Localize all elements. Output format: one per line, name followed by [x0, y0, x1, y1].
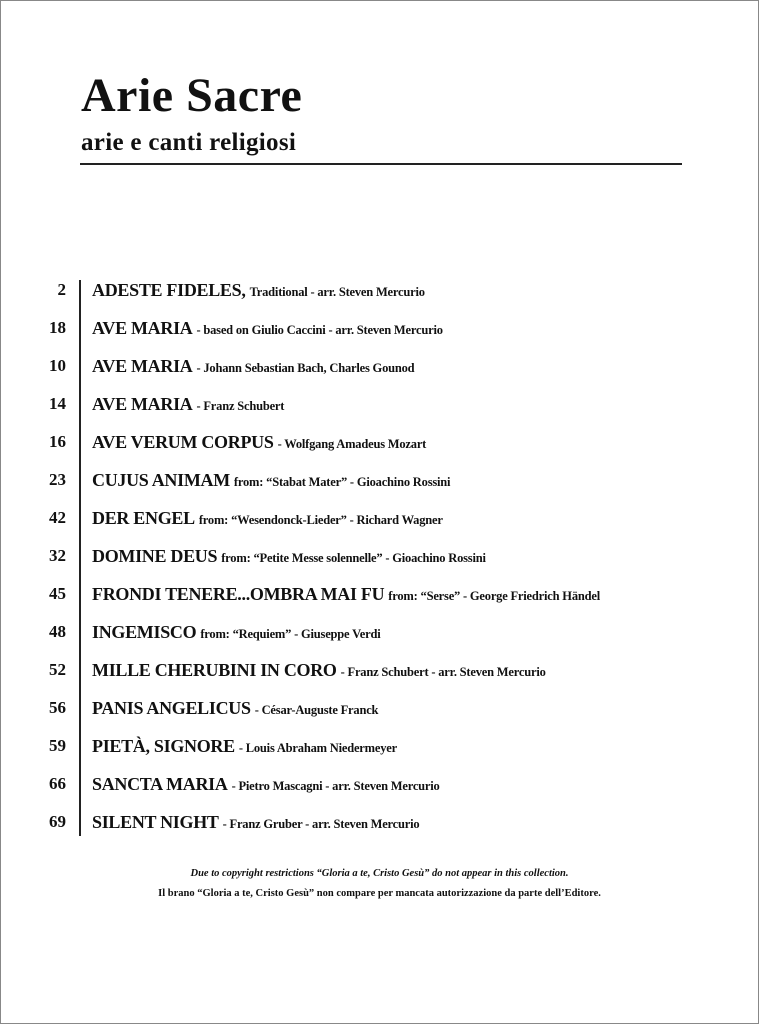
piece-title: SANCTA MARIA	[92, 774, 228, 794]
entry-text	[92, 546, 486, 567]
piece-detail: Traditional - arr. Steven Mercurio	[249, 285, 425, 299]
entry-text	[92, 660, 546, 681]
piece-detail: - Johann Sebastian Bach, Charles Gounod	[196, 361, 415, 375]
piece-title: FRONDI TENERE...OMBRA MAI FU	[92, 584, 385, 604]
piece-title: CUJUS ANIMAM	[92, 470, 230, 490]
entry-text	[92, 736, 397, 757]
piece-detail: - Louis Abraham Niedermeyer	[238, 741, 397, 755]
entry-text	[92, 356, 414, 377]
toc-entry[interactable]	[0, 660, 759, 690]
entry-text	[92, 774, 440, 795]
entry-text	[92, 812, 419, 833]
page-number: 56	[49, 698, 66, 717]
piece-title: DOMINE DEUS	[92, 546, 218, 566]
toc-entry[interactable]	[0, 470, 759, 500]
entry-text	[92, 280, 425, 301]
title-rule	[80, 163, 682, 165]
entry-text	[92, 470, 450, 491]
piece-detail: - based on Giulio Caccini - arr. Steven Mercurio	[196, 323, 443, 337]
piece-detail: - Franz Gruber - arr. Steven Mercurio	[222, 817, 420, 831]
copyright-note-italian: Il brano “Gloria a te, Cristo Gesù” non compare per mancata autorizzazione da parte dell’Editore.	[158, 888, 601, 899]
page-number: 69	[49, 812, 66, 831]
page-number: 48	[49, 622, 66, 641]
piece-detail: from: “Stabat Mater” - Gioachino Rossini	[233, 475, 451, 489]
piece-title: AVE VERUM CORPUS	[92, 432, 274, 452]
page-number: 18	[49, 318, 66, 337]
entry-text	[92, 622, 381, 643]
page-number: 32	[49, 546, 66, 565]
page-number: 42	[49, 508, 66, 527]
piece-title: DER ENGEL	[92, 508, 195, 528]
piece-detail: - Franz Schubert - arr. Steven Mercurio	[340, 665, 546, 679]
piece-detail: from: “Serse” - George Friedrich Händel	[388, 589, 600, 603]
page-number: 23	[49, 470, 66, 489]
entry-text	[92, 394, 284, 415]
piece-title: MILLE CHERUBINI IN CORO	[92, 660, 337, 680]
toc-entry[interactable]	[0, 622, 759, 652]
piece-detail: from: “Petite Messe solennelle” - Gioachino Rossini	[221, 551, 486, 565]
piece-title: SILENT NIGHT	[92, 812, 219, 832]
toc-entry[interactable]	[0, 394, 759, 424]
entry-text	[92, 318, 443, 339]
page-title: Arie Sacre	[81, 69, 303, 122]
entry-text	[92, 584, 600, 605]
toc-entry[interactable]	[0, 698, 759, 728]
entry-text	[92, 698, 378, 719]
toc-entry[interactable]	[0, 432, 759, 462]
piece-title: INGEMISCO	[92, 622, 197, 642]
toc-entry[interactable]	[0, 356, 759, 386]
page-number: 10	[49, 356, 66, 375]
page-number: 45	[49, 584, 66, 603]
entry-text	[92, 432, 426, 453]
toc-entry[interactable]	[0, 546, 759, 576]
page-number: 59	[49, 736, 66, 755]
piece-detail: from: “Wesendonck-Lieder” - Richard Wagner	[198, 513, 443, 527]
piece-title: PANIS ANGELICUS	[92, 698, 251, 718]
piece-title: ADESTE FIDELES,	[92, 280, 246, 300]
toc-entry[interactable]	[0, 584, 759, 614]
page-number: 2	[57, 280, 66, 299]
page-subtitle: arie e canti religiosi	[81, 129, 297, 156]
piece-detail: - Wolfgang Amadeus Mozart	[277, 437, 427, 451]
entry-text	[92, 508, 443, 529]
page-number: 66	[49, 774, 66, 793]
toc-entry[interactable]	[0, 812, 759, 842]
toc-entry[interactable]	[0, 508, 759, 538]
piece-title: AVE MARIA	[92, 318, 193, 338]
toc-entry[interactable]	[0, 736, 759, 766]
page-number: 52	[49, 660, 66, 679]
piece-title: PIETÀ, SIGNORE	[92, 736, 235, 756]
piece-title: AVE MARIA	[92, 394, 193, 414]
page-number: 16	[49, 432, 66, 451]
toc-entry[interactable]	[0, 774, 759, 804]
page-number: 14	[49, 394, 66, 413]
piece-detail: - Pietro Mascagni - arr. Steven Mercurio	[231, 779, 440, 793]
piece-detail: from: “Requiem” - Giuseppe Verdi	[200, 627, 381, 641]
piece-detail: - Franz Schubert	[196, 399, 285, 413]
piece-detail: - César-Auguste Franck	[254, 703, 379, 717]
copyright-note-english: Due to copyright restrictions “Gloria a te, Cristo Gesù” do not appear in this collection.	[190, 868, 569, 879]
toc-entry[interactable]	[0, 280, 759, 310]
toc-entry[interactable]	[0, 318, 759, 348]
piece-title: AVE MARIA	[92, 356, 193, 376]
